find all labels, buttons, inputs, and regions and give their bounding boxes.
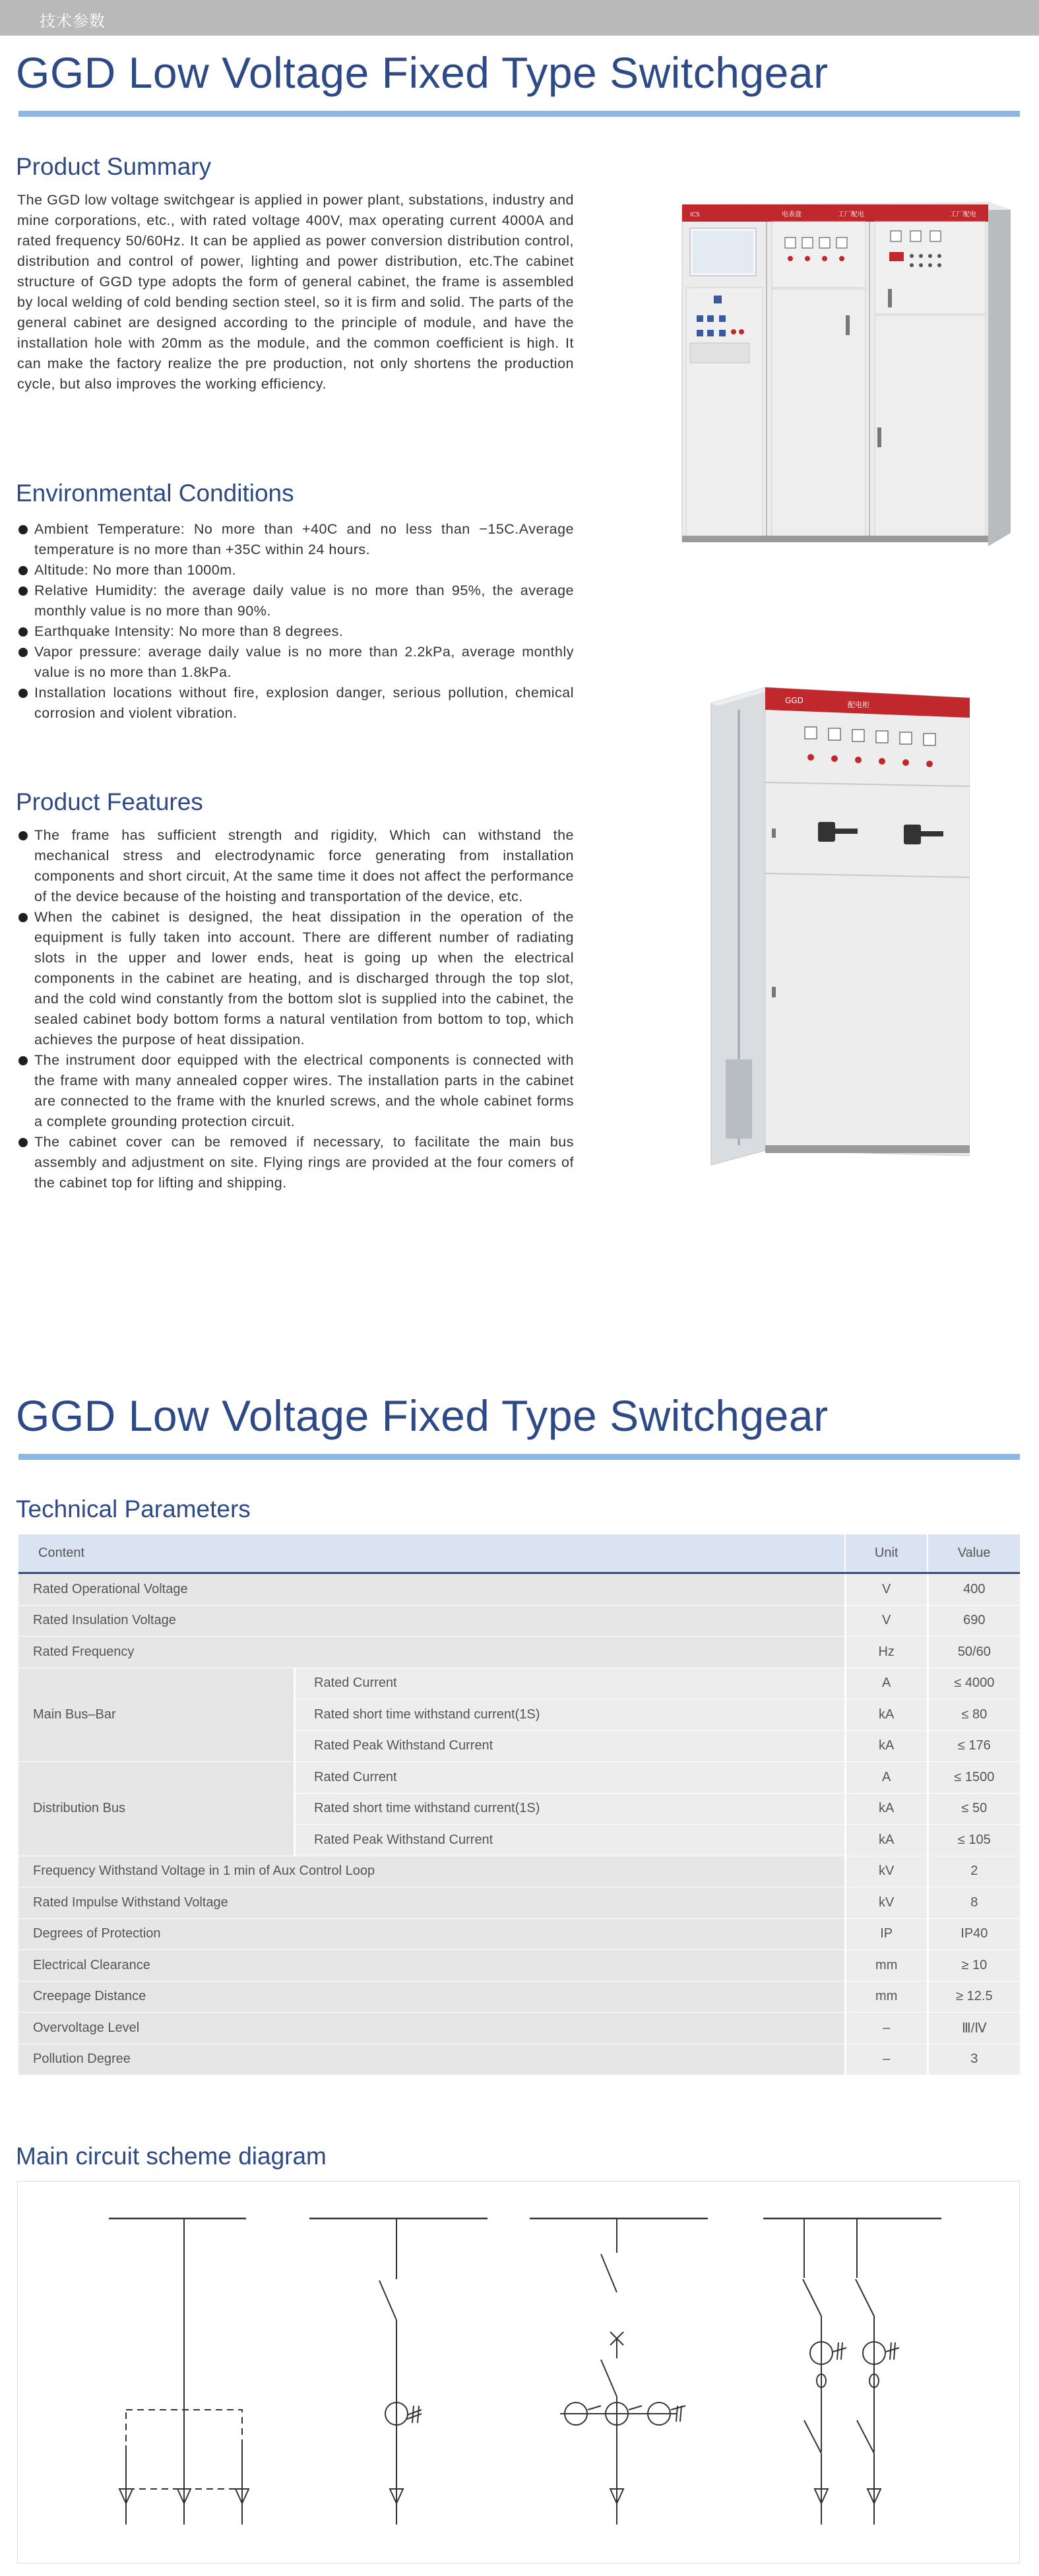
column-header-unit: Unit (845, 1534, 928, 1573)
list-item: Altitude: No more than 1000m. (17, 560, 574, 581)
param-unit: kV (845, 1887, 928, 1919)
main-circuit-scheme-diagram (18, 2182, 1019, 2563)
param-value: ≥ 10 (928, 1950, 1020, 1982)
param-name: Rated Frequency (18, 1637, 845, 1668)
list-item: Ambient Temperature: No more than +40C and no less than −15C.Average temperature is no more than +35C within 24 hours. (17, 519, 574, 560)
list-item: The instrument door equipped with the electrical components is connected with the frame with many annealed copper wires. The installation parts in the cabinet are connected to the frame with the knurled screws, and the whole cabinet forms a complete grounding protection circuit. (17, 1050, 574, 1132)
svg-text:配电柜: 配电柜 (848, 701, 869, 709)
param-unit: mm (845, 1981, 928, 2013)
param-value: ≤ 105 (928, 1825, 1020, 1856)
table-header-row (18, 1534, 1020, 1573)
environmental-conditions-heading: Environmental Conditions (16, 480, 294, 507)
switchgear-photo-single-cabinet (706, 683, 970, 1172)
table-row (18, 1668, 1020, 1699)
top-bar (0, 0, 1039, 36)
param-value: ≤ 80 (928, 1699, 1020, 1731)
param-value: 2 (928, 1856, 1020, 1887)
param-name: Overvoltage Level (18, 2013, 845, 2044)
list-item: Earthquake Intensity: No more than 8 degrees. (17, 621, 574, 642)
param-unit: kA (845, 1730, 928, 1762)
param-name: Rated Impulse Withstand Voltage (18, 1887, 845, 1919)
param-value: Ⅲ/Ⅳ (928, 2013, 1020, 2044)
page-title: GGD Low Voltage Fixed Type Switchgear (16, 48, 829, 97)
param-sub-name: Rated Peak Withstand Current (295, 1825, 846, 1856)
table-row (18, 2013, 1020, 2044)
page-title-2: GGD Low Voltage Fixed Type Switchgear (16, 1391, 829, 1440)
param-unit: A (845, 1668, 928, 1699)
param-unit: V (845, 1573, 928, 1606)
param-name: Degrees of Protection (18, 1918, 845, 1950)
product-features-heading: Product Features (16, 788, 203, 815)
param-value: 690 (928, 1605, 1020, 1637)
param-group-name: Distribution Bus (18, 1762, 295, 1856)
param-value: ≤ 176 (928, 1730, 1020, 1762)
cabinet-label: 电表盘 (782, 211, 802, 218)
table-row (18, 1605, 1020, 1637)
param-unit: kA (845, 1825, 928, 1856)
table-row (18, 1918, 1020, 1950)
table-row (18, 1856, 1020, 1887)
column-header-value: Value (928, 1534, 1020, 1573)
list-item: The cabinet cover can be removed if necessary, to facilitate the main bus assembly and adjustment on site. Flying rings are provided at the four comers of the cabinet top for lifting and shipping. (17, 1132, 574, 1193)
param-value: 8 (928, 1887, 1020, 1919)
svg-text:工厂配电: 工厂配电 (950, 211, 976, 218)
circuit-diagram-heading: Main circuit scheme diagram (16, 2143, 327, 2170)
param-unit: – (845, 2044, 928, 2075)
param-name: Creepage Distance (18, 1981, 845, 2013)
table-row (18, 1637, 1020, 1668)
param-unit: A (845, 1762, 928, 1794)
param-value: ≤ 4000 (928, 1668, 1020, 1699)
param-unit: kA (845, 1793, 928, 1825)
product-features-list (17, 825, 574, 1193)
param-name: Rated Insulation Voltage (18, 1605, 845, 1637)
list-item: Vapor pressure: average daily value is no more than 2.2kPa, average monthly value is no more than 1.8kPa. (17, 642, 574, 683)
product-summary-heading: Product Summary (16, 153, 212, 180)
param-value: 3 (928, 2044, 1020, 2075)
table-row (18, 1887, 1020, 1919)
title-underline-2 (18, 1454, 1020, 1460)
scheme-2 (309, 2218, 488, 2525)
scheme-1 (109, 2218, 249, 2525)
column-header-content: Content (18, 1534, 845, 1573)
param-unit: Hz (845, 1637, 928, 1668)
param-group-name: Main Bus–Bar (18, 1668, 295, 1762)
list-item: When the cabinet is designed, the heat dissipation in the operation of the equipment is fully taken into account. There are different number of radiating slots in the upper and lower ends, heat is going up when the electrical components in the cabinet are heating, and is discharged through the top slot, and the cold wind constantly from the bottom slot is supplied into the cabinet, the sealed cabinet body bottom forms a natural ventilation from bottom to top, which achieves the purpose of heat dissipation. (17, 907, 574, 1050)
param-sub-name: Rated short time withstand current(1S) (295, 1699, 846, 1731)
param-unit: kV (845, 1856, 928, 1887)
svg-text:ICS: ICS (690, 212, 700, 218)
param-unit: IP (845, 1918, 928, 1950)
cabinet-label: GGD (785, 696, 803, 705)
param-name: Rated Operational Voltage (18, 1573, 845, 1606)
param-sub-name: Rated Current (295, 1762, 846, 1794)
param-name: Electrical Clearance (18, 1950, 845, 1982)
table-row (18, 1762, 1020, 1794)
list-item: The frame has sufficient strength and rigidity, Which can withstand the mechanical stress and electrodynamic force generating from installation components and short circuit, At the same time it does not affect the performance of the device because of the hoisting and transportation of the device, etc. (17, 825, 574, 907)
param-unit: mm (845, 1950, 928, 1982)
param-name: Pollution Degree (18, 2044, 845, 2075)
param-unit: V (845, 1605, 928, 1637)
svg-text:工厂配电: 工厂配电 (838, 211, 864, 218)
scheme-4 (763, 2218, 941, 2525)
environmental-conditions-list (17, 519, 574, 724)
param-value: ≤ 50 (928, 1793, 1020, 1825)
param-name: Frequency Withstand Voltage in 1 min of Aux Control Loop (18, 1856, 845, 1887)
list-item: Relative Humidity: the average daily value is no more than 95%, the average monthly value is no more than 90%. (17, 581, 574, 621)
table-row (18, 1950, 1020, 1982)
table-row (18, 1573, 1020, 1606)
circuit-diagram-frame (17, 2181, 1020, 2563)
param-value: 400 (928, 1573, 1020, 1606)
title-underline (18, 111, 1020, 117)
param-value: 50/60 (928, 1637, 1020, 1668)
table-row (18, 1981, 1020, 2013)
param-sub-name: Rated short time withstand current(1S) (295, 1793, 846, 1825)
param-unit: – (845, 2013, 928, 2044)
param-value: IP40 (928, 1918, 1020, 1950)
switchgear-photo-three-bay (673, 190, 1016, 546)
param-value: ≤ 1500 (928, 1762, 1020, 1794)
param-sub-name: Rated Current (295, 1668, 846, 1699)
technical-parameters-table (18, 1534, 1020, 2075)
table-row (18, 2044, 1020, 2075)
section-tag: 技术参数 (40, 12, 106, 30)
technical-parameters-heading: Technical Parameters (16, 1495, 251, 1523)
param-unit: kA (845, 1699, 928, 1731)
param-sub-name: Rated Peak Withstand Current (295, 1730, 846, 1762)
product-summary-text: The GGD low voltage switchgear is applied in power plant, substations, industry and mine corporations, etc., with rated voltage 400V, max operating current 4000A and rated frequency 50/60Hz. It can be applied as power conversion distribution control, distribution and control of power, lighting and power distribution, etc.The cabinet structure of GGD type adopts the form of general cabinet, the frame is assembled by local welding of cold bending section steel, so it is firm and solid. The parts of the general cabinet are designed according to the principle of module, and have the installation hole with 20mm as the module, and the common coefficient is high. It can make the factory realize the pre production, not only shortens the production cycle, but also improves the working efficiency. (17, 192, 574, 392)
list-item: Installation locations without fire, explosion danger, serious pollution, chemical corrosion and violent vibration. (17, 683, 574, 724)
scheme-3 (530, 2218, 708, 2525)
param-value: ≥ 12.5 (928, 1981, 1020, 2013)
